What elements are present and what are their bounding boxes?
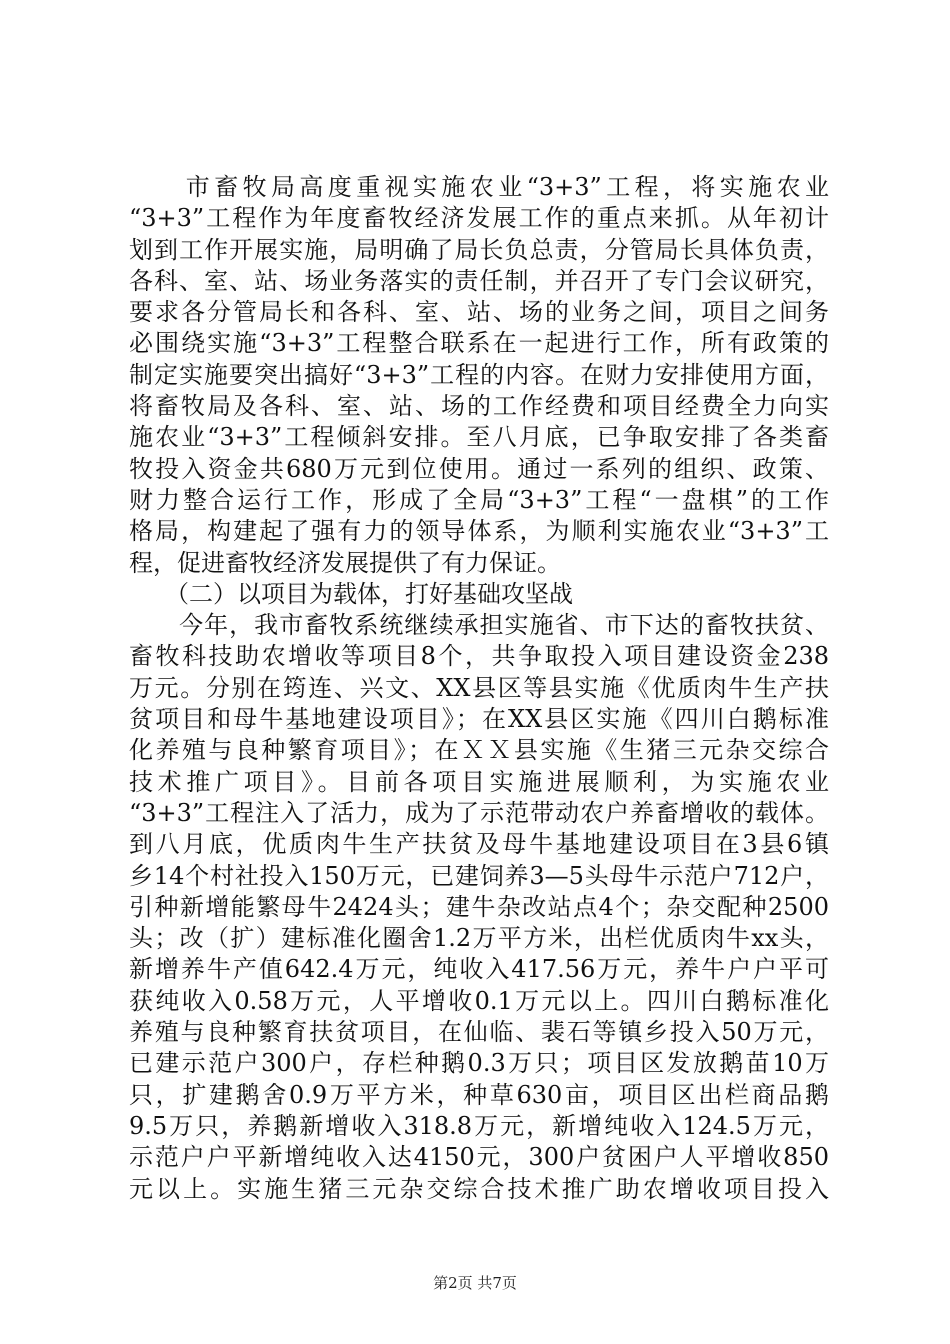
- text-line: 9.5万只，养鹅新增收入318.8万元，新增纯收入124.5万元，: [129, 1111, 829, 1140]
- text-line: 化养殖与良种繁育项目》；在ＸＸ县实施《生猪三元杂交综合: [129, 736, 829, 765]
- text-line: 要求各分管局长和各科、室、站、场的业务之间，项目之间务: [129, 298, 829, 327]
- text-line: 已建示范户300户，存栏种鹅0.3万只；项目区发放鹅苗10万: [129, 1049, 829, 1078]
- text-line: “3+3”工程注入了活力，成为了示范带动农户养畜增收的载体。: [129, 798, 829, 827]
- text-line: 获纯收入0.58万元，人平增收0.1万元以上。四川白鹅标准化: [129, 986, 829, 1015]
- text-line: 牧投入资金共680万元到位使用。通过一系列的组织、政策、: [129, 454, 829, 483]
- text-line: 示范户户平新增纯收入达4150元，300户贫困户人平增收850: [129, 1143, 829, 1172]
- text-line: 市畜牧局高度重视实施农业“3+3”工程，将实施农业: [129, 173, 829, 201]
- text-line: 划到工作开展实施，局明确了局长负总责，分管局长具体负责，: [129, 235, 829, 264]
- text-line: 格局，构建起了强有力的领导体系，为顺利实施农业“3+3”工: [129, 517, 829, 546]
- text-line: 引种新增能繁母牛2424头；建牛杂改站点4个；杂交配种2500: [129, 892, 829, 921]
- text-line: （二）以项目为载体，打好基础攻坚战: [129, 579, 573, 608]
- text-line: 贫项目和母牛基地建设项目》；在XX县区实施《四川白鹅标准: [129, 705, 829, 734]
- text-line: “3+3”工程作为年度畜牧经济发展工作的重点来抓。从年初计: [129, 204, 829, 233]
- text-line: 养殖与良种繁育扶贫项目，在仙临、裴石等镇乡投入50万元，: [129, 1018, 829, 1047]
- page-footer: 第2页 共7页: [433, 1274, 517, 1292]
- text-line: 技术推广项目》。目前各项目实施进展顺利，为实施农业: [129, 767, 829, 796]
- text-line: 各科、室、站、场业务落实的责任制，并召开了专门会议研究，: [129, 266, 829, 295]
- text-line: 元以上。实施生猪三元杂交综合技术推广助农增收项目投入: [129, 1174, 829, 1203]
- text-line: 只，扩建鹅舍0.9万平方米，种草630亩，项目区出栏商品鹅: [129, 1080, 829, 1109]
- text-line: 头；改（扩）建标准化圈舍1.2万平方米，出栏优质肉牛xx头，: [129, 924, 829, 953]
- text-line: 今年，我市畜牧系统继续承担实施省、市下达的畜牧扶贫、: [129, 611, 829, 640]
- text-line: 程，促进畜牧经济发展提供了有力保证。: [129, 548, 561, 577]
- text-line: 财力整合运行工作，形成了全局“3+3”工程“一盘棋”的工作: [129, 485, 829, 514]
- text-line: 新增养牛产值642.4万元，纯收入417.56万元，养牛户户平可: [129, 955, 829, 984]
- text-line: 施农业“3+3”工程倾斜安排。至八月底，已争取安排了各类畜: [129, 423, 829, 452]
- text-line: 畜牧科技助农增收等项目8个，共争取投入项目建设资金238: [129, 642, 829, 671]
- text-line: 必围绕实施“3+3”工程整合联系在一起进行工作，所有政策的: [129, 329, 829, 358]
- body-text: [129, 172, 829, 1205]
- text-line: 万元。分别在筠连、兴文、XX县区等县实施《优质肉牛生产扶: [129, 673, 829, 702]
- text-line: 制定实施要突出搞好“3+3”工程的内容。在财力安排使用方面，: [129, 360, 829, 389]
- text-line: 到八月底，优质肉牛生产扶贫及母牛基地建设项目在3县6镇: [129, 830, 829, 859]
- text-line: 将畜牧局及各科、室、站、场的工作经费和项目经费全力向实: [129, 392, 829, 421]
- text-line: 乡14个村社投入150万元，已建饲养3—5头母牛示范户712户，: [129, 861, 829, 890]
